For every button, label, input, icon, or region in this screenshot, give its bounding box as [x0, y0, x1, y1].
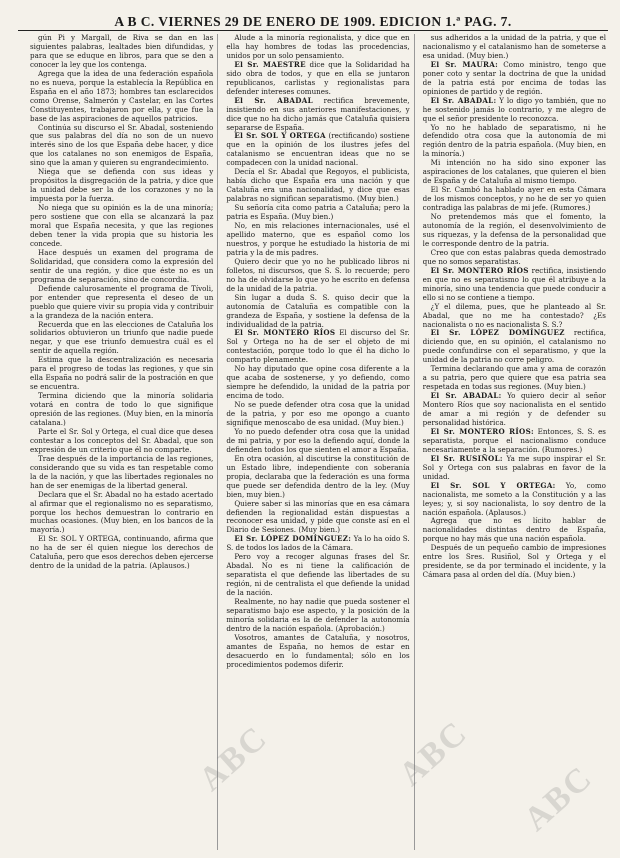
paragraph: [423, 365, 606, 392]
paragraph-text: Defiende calurosamente el programa de Tívoli, por entender que representa el deseo de un pueblo que quiere vivir su propia vida y contribuir a la grandeza de la nación entera.: [30, 283, 214, 320]
paragraph-text: Después de un pequeño cambio de impresiones entre los Sres. Rusiñol, Sol y Ortega y el presidente, se da por terminado el incidente, y la Cámara pasa al orden del día. (Muy bien.): [422, 543, 606, 580]
paragraph: [30, 249, 213, 285]
paragraph-text: Termina diciendo que la minoría solidaria votará en contra de todo lo que signifique opresión de las regiones. (Muy bien, en la minoría catalana.): [30, 391, 214, 427]
paragraph: [423, 303, 606, 330]
paragraph-text: Entonces, S. S. es separatista, porque el nacionalismo conduce necesariamente a la separación. (Rumores.): [422, 426, 606, 454]
speaker-name: El Sr. LÓPEZ DOMÍNGUEZ: [430, 328, 565, 338]
paragraph: [423, 267, 606, 303]
paragraph: [226, 204, 409, 222]
speaker-name: El Sr. SOL Y ORTEGA:: [430, 480, 556, 490]
paragraph-text: Realmente, no hay nadie que pueda sostener el separatismo bajo ese aspecto, y la posición de la minoría solidaria es la de defender la autonomía dentro de la nación española. (Aprobación.): [226, 597, 410, 633]
paragraph: [30, 70, 213, 124]
paragraph-text: Mi intención no ha sido sino exponer las aspiraciones de los catalanes, que quieren el bien de España y de Cataluña al mismo tiempo.: [422, 158, 606, 186]
paragraph-text: Recuerda que en las elecciones de Cataluña los solidarios obtuvieron un triunfo que nadie puede negar, y que ese triunfo demuestra cuál es el sentir de aquella región.: [30, 319, 214, 356]
paragraph-text: Agrega que no es lícito hablar de nacionalidades distintas dentro de España, porque no hay más que una nación española.: [422, 516, 606, 544]
paragraph-text: Continúa su discurso el Sr. Abadal, sosteniendo que sus palabras del día no son de un nuevo interés sino de los que España debe hacer, y dice que los catalanes no son enemigos de España, sino que la aman y quieren su engrandecimiento.: [30, 122, 214, 168]
watermark-abc-2: ABC: [392, 713, 475, 794]
paragraph: [423, 61, 606, 97]
paragraph-text: No hay diputado que opine cosa diferente a la que acaba de sostenerse, y yo defiendo, como siempre he defendido, la unidad de la patria por encima de todo.: [226, 364, 410, 401]
paragraph-text: Termina declarando que ama y ama de corazón a su patria, pero que quiere que esa patria sea respetada en todas sus regiones. (Muy bien.): [422, 364, 606, 392]
paragraph: [423, 455, 606, 482]
speaker-name: El Sr. MONTERO RÍOS:: [430, 426, 534, 436]
paragraph-text: No se puede defender otra cosa que la unidad de la patria, y por eso me opongo a cuanto signifique menoscabo de esa unidad. (Muy bien.): [226, 400, 410, 427]
paragraph-text: sus adheridos a la unidad de la patria, y que el nacionalismo y el catalanismo han de someterse a esa unidad. (Muy bien.): [422, 34, 606, 60]
paragraph-text: El Sr. SOL Y ORTEGA, continuando, afirma que no ha de ser él quien niegue los derechos de Cataluña, pero que esos derechos deben ejercerse dentro de la unidad de la patria. (Aplausos.): [30, 534, 214, 571]
speaker-name: El Sr. ABADAL:: [430, 391, 502, 401]
paragraph: [226, 598, 409, 634]
paragraph-text: Trae después de la importancia de las regiones, considerando que su vida es tan respetable como la de la nación, y que las libertades regionales no han de ser enemigas de la libertad general.: [30, 453, 214, 490]
paragraph: [30, 455, 213, 491]
paragraph: [423, 249, 606, 267]
paragraph: [226, 34, 409, 61]
paragraph-text: Su señoría cita como patria a Cataluña; pero la patria es España. (Muy bien.): [226, 203, 410, 222]
speaker-name: El Sr. ABADAL:: [430, 95, 497, 105]
paragraph: [30, 321, 213, 357]
watermark-abc-3: ABC: [517, 758, 600, 839]
paragraph-text: (rectificando) sostiene que en la opinión de los ilustres jefes del catalanismo se encuentran ideas que no se compadecen con la unidad nacional.: [226, 131, 410, 168]
paragraph-text: El Sr. Cambó ha hablado ayer en esta Cámara de los mismos conceptos, y no he de ser yo quien contradiga las palabras de mi jefe. (Rumores.): [422, 185, 606, 213]
paragraph-text: Hace después un examen del programa de Solidaridad, que considera como la expresión del sentir de una región, y dice que éste no es un programa de separación, sino de concordia.: [30, 247, 214, 284]
paragraph: [226, 365, 409, 401]
paragraph-text: Creo que con estas palabras queda demostrado que no somos separatistas.: [422, 247, 606, 266]
paragraph: [226, 294, 409, 330]
paragraph: [423, 97, 606, 124]
paragraph: [423, 329, 606, 365]
paragraph-text: Y lo digo yo también, que no he sostenido jamás lo contrario, y me alegro de que el señor presidente lo reconozca.: [422, 95, 606, 123]
paragraph-text: El discurso del Sr. Sol y Ortega no ha de ser el objeto de mi contestación, porque todo lo que él ha dicho lo comparto plenamente.: [226, 328, 410, 365]
paragraph-text: dice que la Solidaridad ha sido obra de todos, y que en ella se juntaron republicanos, carlistas y regionalistas para defender intereses comunes.: [226, 59, 410, 96]
speaker-name: El Sr. MONTERO RÍOS: [234, 328, 336, 338]
paragraph-text: gún Pi y Margall, de Riva se dan en las siguientes palabras, lealtades bien difundidas, y para que se eduque en libros, para que se den a conocer la ley que los contenga.: [30, 34, 214, 69]
watermark-abc-1: ABC: [192, 718, 275, 799]
paragraph: [423, 392, 606, 428]
paragraph: [30, 168, 213, 204]
article-columns: [30, 34, 606, 850]
paragraph: [30, 535, 213, 571]
speaker-name: El Sr. RUSIÑOL:: [430, 453, 503, 463]
paragraph: [423, 124, 606, 160]
paragraph: [423, 159, 606, 186]
speaker-name: El Sr. SOL Y ORTEGA: [234, 131, 326, 141]
paragraph-text: No pretendemos más que el fomento, la autonomía de la región, el desenvolvimiento de sus riquezas, y la defensa de la personalidad que le corresponde dentro de la patria.: [422, 212, 606, 248]
paragraph-text: Quiere saber si las minorías que en esa cámara defienden la regionalidad están dispuestas a reconocer esa unidad, y pide que conste así en el Diario de Sesiones. (Muy bien.): [226, 498, 410, 535]
paragraph: [30, 491, 213, 536]
paragraph: [226, 455, 409, 500]
paragraph-text: En otra ocasión, al discutirse la constitución de un Estado libre, independiente con soberanía propia, declaraba que la federación es una forma que puede ser defendida dentro de la ley. (Muy bien, muy bien.): [226, 453, 410, 499]
paragraph: [226, 222, 409, 258]
paragraph-text: Estima que la descentralización es necesaria para el progreso de todas las regiones, y que sin ella España no podrá salir de la postración en que se encuentra.: [30, 355, 214, 392]
paragraph-text: Sin lugar a duda S. S. quiso decir que la autonomía de Cataluña es compatible con la grandeza de España, y sostiene la defensa de la individualidad de la patria.: [226, 292, 410, 329]
paragraph: [423, 482, 606, 518]
paragraph-text: ¿Y el dilema, pues, que he planteado al Sr. Abadal, que no me ha contestado? ¿Es nacionalista o no es nacionalista S. S.?: [422, 301, 606, 329]
speaker-name: El Sr. MAURA:: [430, 59, 499, 69]
paragraph-text: Alude a la minoría regionalista, y dice que en ella hay hombres de todas las procedencias, unidos por un solo pensamiento.: [226, 34, 410, 60]
paragraph-text: Como ministro, tengo que poner coto y sentar la doctrina de que la unidad de la patria está por encima de todas las opiniones de partido y de región.: [422, 59, 606, 96]
header-text: A B C. VIERNES 29 DE ENERO DE 1909. EDICION 1.ª PAG. 7.: [114, 14, 512, 29]
paragraph: [226, 97, 409, 133]
paragraph: [423, 428, 606, 455]
speaker-name: El Sr. LÓPEZ DOMÍNGUEZ:: [234, 534, 352, 544]
paragraph-text: rectifica brevemente, insistiendo en sus anteriores manifestaciones, y dice que no ha dicho jamás que Cataluña quisiera separarse de España.: [226, 95, 410, 132]
paragraph-text: Parte el Sr. Sol y Ortega, el cual dice que desea contestar a los conceptos del Sr. Abadal, que son expresión de un criterio que él no comparte.: [30, 426, 214, 454]
paragraph: [423, 544, 606, 580]
paragraph: [423, 517, 606, 544]
column-3: [423, 34, 606, 850]
paragraph-text: rectifica, diciendo que, en su opinión, el catalanismo no puede confundirse con el separatismo, y que la unidad de la patria no corre peligro.: [422, 328, 606, 365]
paragraph-text: Vosotros, amantes de Cataluña, y nosotros, amantes de España, no hemos de estar en desacuerdo en lo fundamental; sólo en los procedimientos podemos diferir.: [226, 632, 410, 669]
page-header: [18, 8, 608, 31]
paragraph-text: Ya lo ha oído S. S. de todos los lados de la Cámara.: [226, 534, 410, 553]
paragraph: [30, 392, 213, 428]
paragraph-text: rectifica, insistiendo en que no es separatismo lo que él atribuye a la minoría, sino una tendencia que puede conducir a ello si no se contiene a tiempo.: [422, 265, 606, 302]
paragraph: [226, 535, 409, 553]
paragraph: [30, 285, 213, 321]
speaker-name: El Sr. MAESTRE: [234, 59, 306, 69]
paragraph-text: Ya me supo inspirar el Sr. Sol y Ortega con sus palabras en favor de la unidad.: [422, 453, 606, 481]
paragraph: [226, 61, 409, 97]
paragraph-text: Decía el Sr. Abadal que Regoyos, el publicista, había dicho que España era una nación y que Cataluña era una nacionalidad, y dice que esas palabras no significan separatismo. (Muy bien.): [226, 167, 410, 204]
paragraph-text: Yo, como nacionalista, me someto a la Constitución y a las leyes; y, si soy nacionalista, lo soy dentro de la nación española. (Aplausos.): [422, 480, 606, 517]
column-2: [226, 34, 414, 850]
paragraph: [30, 356, 213, 392]
paragraph: [226, 428, 409, 455]
speaker-name: El Sr. ABADAL: [234, 95, 313, 105]
paragraph: [423, 34, 606, 61]
paragraph: [226, 258, 409, 294]
paragraph: [423, 186, 606, 213]
paragraph: [30, 34, 213, 70]
paragraph: [226, 329, 409, 365]
paragraph: [226, 553, 409, 598]
paragraph: [226, 132, 409, 168]
column-1: [30, 34, 218, 850]
paragraph: [30, 428, 213, 455]
paragraph-text: Pero voy a recoger algunas frases del Sr. Abadal. No es ni tiene la calificación de separatista el que defiende las libertades de su región, ni de centralista el que defiende la unidad de la nación.: [226, 552, 410, 598]
paragraph-text: No, en mis relaciones internacionales, usé el apellido materno, que es español como los nuestros, y porque he estudiado la historia de mi patria y la de mis padres.: [226, 221, 410, 257]
paragraph-text: Yo no puedo defender otra cosa que la unidad de mi patria, y por eso la defiendo aquí, donde la defienden todos los que sienten el amor a España.: [226, 426, 410, 454]
paragraph: [423, 213, 606, 249]
paragraph-text: Niega que se defienda con sus ideas y propósitos la disgregación de la patria, y dice que la unidad debe ser la de los corazones y no la impuesta por la fuerza.: [30, 167, 214, 204]
speaker-name: El Sr. MONTERO RÍOS: [430, 265, 529, 275]
paragraph-text: Yo no he hablado de separatismo, ni he defendido otra cosa que la autonomía de mi región dentro de la patria española. (Muy bien, en la minoría.): [422, 122, 606, 159]
paragraph-text: Declara que el Sr. Abadal no ha estado acertado al afirmar que el regionalismo no es separatismo, porque los hechos demuestran lo contrario en muchas ocasiones. (Muy bien, en los bancos de la mayoría.): [30, 489, 214, 535]
paragraph: [226, 634, 409, 670]
paragraph-text: Agrega que la idea de una federación española no es nueva, porque la establecía la República en España en el año 1873; hombres tan esclarecidos como Orense, Salmerón y Castelar, en las Cortes Constituyentes, trabajaron por ella, y que fue la base de las aspiraciones de aquellos patricios.: [30, 68, 214, 123]
paragraph-text: Yo quiero decir al señor Montero Ríos que soy nacionalista en el sentido de amar a mi región y de defender su personalidad histórica.: [422, 391, 606, 427]
paragraph-text: No niega que su opinión es la de una minoría; pero sostiene que con ella se alcanzará la paz moral que España necesita, y que las regiones deben tener la vida propia que su historia les concede.: [30, 203, 214, 248]
paragraph: [30, 124, 213, 169]
paragraph-text: Quiero decir que yo no he publicado libros ni folletos, ni discursos, que S. S. lo recuerde; pero no ha de olvidarse lo que yo he escrito en defensa de la unidad de la patria.: [226, 256, 410, 293]
paragraph: [226, 168, 409, 204]
paragraph: [226, 401, 409, 428]
paragraph: [30, 204, 213, 249]
paragraph: [226, 500, 409, 536]
